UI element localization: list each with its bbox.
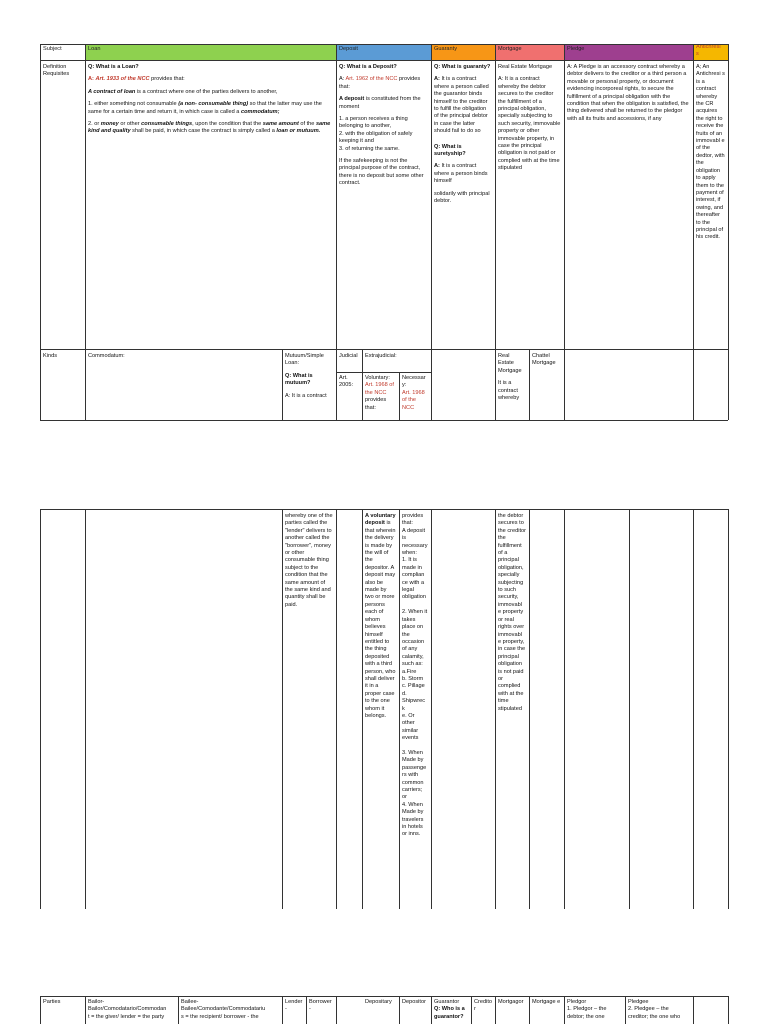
antichresis-definition: A; An Antichresi s is a contract whereby the CR acquires the right to receive the fruits of an immovabl e of the dedtor, with the obligation to apply them to the payment of interest, if owing, and thereafter to the principal of his credit. bbox=[696, 64, 725, 241]
parties-bailor: Bailor- Bailor/Comodatario/Commodan t = the giver/ lender = the party bbox=[88, 999, 167, 1020]
real-estate-mortgage-continued: the debtor secures to the creditor the fulfillment of a principal obligation, specially subjecting to such security, immovabl e property or real rights over immovabl e property, in case the principal obligation is not paid or complied with at the time stipulated bbox=[498, 513, 526, 712]
header-subject: Subject bbox=[43, 46, 62, 52]
parties-pledgor: Pledgor 1. Pledgor – the debtor; the one bbox=[567, 999, 607, 1020]
header-pledge: Pledge bbox=[564, 44, 693, 60]
kinds-art-2005: Art. 2005: bbox=[339, 375, 353, 389]
header-mortgage: Mortgage bbox=[495, 44, 564, 60]
parties-mortgagor: Mortgagor bbox=[498, 999, 524, 1005]
loan-definition: Q: What is a Loan? A: Art. 1933 of the NCC provides that: A contract of loan is a contract where one of the parties delivers to another, 1. either something not consumable (a non- consumable thing) so that the latter may use the same for a certain time and return it, in which case is called a commodatum; 2. or money or other consumable things, upon the condition that the same amount of the same kind and quality shall be paid, in which case the contract is simply called a loan or mutuum. bbox=[88, 64, 331, 135]
parties-borrower: Borrower - bbox=[309, 999, 332, 1013]
parties-pledgee: Pledgee 2. Pledgee – the creditor; the one who bbox=[628, 999, 681, 1020]
kinds-chattel-mortgage: Chattel Mortgage bbox=[532, 353, 556, 367]
parties-creditor: Credito r bbox=[474, 999, 493, 1013]
header-deposit: Deposit bbox=[336, 44, 431, 60]
row-label-parties: Parties bbox=[43, 999, 61, 1005]
kinds-voluntary: Voluntary: Art. 1968 of the NCC provides that: bbox=[365, 375, 394, 411]
parties-depositary: Depositary bbox=[365, 999, 392, 1005]
header-guaranty: Guaranty bbox=[431, 44, 495, 60]
header-loan: Loan bbox=[85, 44, 336, 60]
parties-mortgagee: Mortgage e bbox=[532, 999, 561, 1005]
kinds-mutuum: Mutuum/Simple Loan: Q: What is mutuum? A: It is a contract bbox=[285, 353, 327, 399]
parties-guarantor: Guarantor Q: Who is a guarantor? bbox=[434, 999, 465, 1020]
necessary-continued: provides that: A deposit is necessary when: 1. It is made in complian ce with a legal obligation 2. When it takes place on the occasion of any calamity, such as: a.Fire b. Storm c. Pillage d. Shipwrec k e. Or other similar events 3. When Made by passenge rs with common carriers; or 4. When Made by travelers in hotels or inns. bbox=[402, 513, 428, 838]
parties-depositor: Depositor bbox=[402, 999, 426, 1005]
deposit-definition: Q: What is a Deposit? A: Art. 1962 of the NCC provides that: A deposit is constituted from the moment 1. a person receives a thing belonging to another, 2. with the obligation of safely keeping it and 3. of returning the same. If the safekeeping is not the principal purpose of the contract, there is no deposit but some other contract. bbox=[339, 64, 424, 187]
parties-lender: Lender - bbox=[285, 999, 303, 1013]
mutuum-continued: whereby one of the parties called the "lender" delivers to another called the "borrower", money or other consumable thing subject to the condition that the same amount of the same kind and quantity shall be paid. bbox=[285, 513, 333, 608]
kinds-judicial: Judicial bbox=[339, 353, 358, 359]
kinds-extrajudicial: Extrajudicial: bbox=[365, 353, 397, 359]
voluntary-continued: A voluntary deposit is that wherein the delivery is made by the will of the depositor. A deposit may also be made by two or more persons each of whom believes himself entitled to the thing deposited with a third person, who shall deliver it in a proper case to the one whom it belongs. bbox=[365, 513, 396, 719]
kinds-real-estate-mortgage: Real Estate Mortgage It is a contract whereby bbox=[498, 353, 522, 402]
header-antichresis: Antichresi s bbox=[693, 44, 728, 60]
pledge-definition: A: A Pledge is an accessory contract whereby a debtor delivers to the creditor or a third person a movable or personal property, or document evidencing incorporeal rights, to secure the fulfillment of a principal obligation with the condition that when the obligation is satisfied, the thing delivered shall be returned to the pledgor with all its fruits and accessions, if any bbox=[567, 64, 689, 122]
row-label-kinds: Kinds bbox=[43, 353, 57, 359]
mortgage-definition: Real Estate Mortgage A: It is a contract whereby the debtor secures to the creditor the fulfillment of a principal obligation, specially subjecting to such security, immovable property or other immovable property, in case the principal obligation is not paid or complied with at the time stipulated bbox=[498, 64, 561, 172]
kinds-necessary: Necessar y: Art. 1968 of the NCC bbox=[402, 375, 426, 411]
kinds-commodatum: Commodatum: bbox=[88, 353, 125, 359]
row-label-definition: Definition Requisites bbox=[43, 64, 70, 78]
guaranty-definition: Q: What is guaranty? A: It is a contract where a person called the guarantor binds himself to the creditor to fulfill the obligation of the principal debtor in case the latter should fail to do so Q: What is suretyship? A: It is a contract where a person binds himself solidarily with principal debtor. bbox=[434, 64, 491, 205]
parties-bailee: Bailee- Bailee/Comodante/Commodatariu s = the recipient/ borrower - the bbox=[181, 999, 266, 1020]
